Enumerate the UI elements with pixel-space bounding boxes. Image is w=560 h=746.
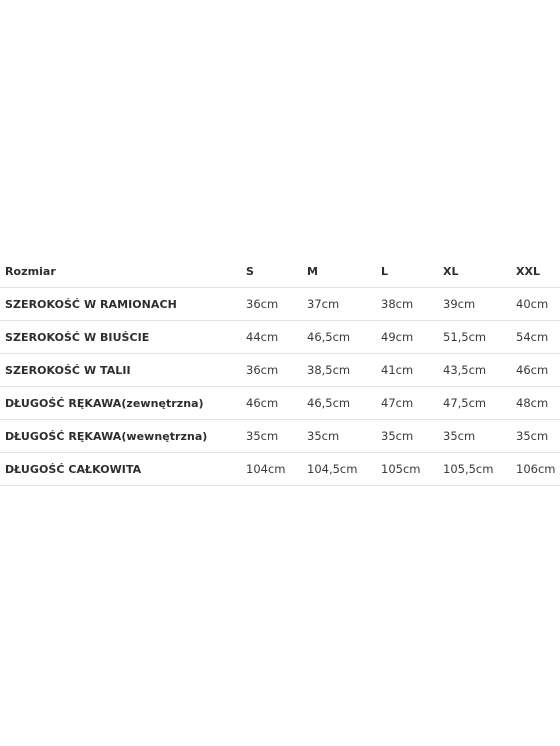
table-cell: 46cm bbox=[516, 363, 549, 377]
table-cell: 106cm bbox=[516, 462, 556, 476]
table-cell: 46cm bbox=[246, 396, 279, 410]
table-cell: 35cm bbox=[246, 429, 279, 443]
table-cell: 47cm bbox=[381, 396, 414, 410]
table-cell: 38cm bbox=[381, 297, 414, 311]
table-cell: 104cm bbox=[246, 462, 286, 476]
table-cell: 36cm bbox=[246, 363, 279, 377]
header-size-label: Rozmiar bbox=[5, 264, 56, 278]
table-row bbox=[0, 387, 560, 420]
table-cell: 40cm bbox=[516, 297, 549, 311]
table-cell: 47,5cm bbox=[443, 396, 487, 410]
header-size-m: M bbox=[307, 264, 318, 278]
row-label: SZEROKOŚĆ W BIUŚCIE bbox=[5, 330, 150, 344]
table-cell: 35cm bbox=[443, 429, 476, 443]
table-cell: 104,5cm bbox=[307, 462, 358, 476]
table-cell: 39cm bbox=[443, 297, 476, 311]
header-size-l: L bbox=[381, 264, 389, 278]
header-size-xxl: XXL bbox=[516, 264, 540, 278]
table-row bbox=[0, 420, 560, 453]
header-size-xl: XL bbox=[443, 264, 459, 278]
row-label: SZEROKOŚĆ W TALII bbox=[5, 363, 131, 377]
table-cell: 43,5cm bbox=[443, 363, 487, 377]
table-cell: 44cm bbox=[246, 330, 279, 344]
table-cell: 37cm bbox=[307, 297, 340, 311]
row-label: DŁUGOŚĆ CAŁKOWITA bbox=[5, 462, 142, 476]
row-label: DŁUGOŚĆ RĘKAWA(zewnętrzna) bbox=[5, 396, 204, 410]
table-row bbox=[0, 321, 560, 354]
table-cell: 46,5cm bbox=[307, 396, 351, 410]
table-cell: 35cm bbox=[381, 429, 414, 443]
table-cell: 36cm bbox=[246, 297, 279, 311]
table-cell: 35cm bbox=[307, 429, 340, 443]
table-cell: 54cm bbox=[516, 330, 549, 344]
table-cell: 38,5cm bbox=[307, 363, 351, 377]
row-label: SZEROKOŚĆ W RAMIONACH bbox=[5, 297, 177, 311]
header-size-s: S bbox=[246, 264, 254, 278]
table-cell: 46,5cm bbox=[307, 330, 351, 344]
table-cell: 49cm bbox=[381, 330, 414, 344]
table-row bbox=[0, 453, 560, 486]
table-cell: 48cm bbox=[516, 396, 549, 410]
row-label: DŁUGOŚĆ RĘKAWA(wewnętrzna) bbox=[5, 429, 208, 443]
table-cell: 105,5cm bbox=[443, 462, 494, 476]
size-chart-table bbox=[0, 255, 560, 486]
table-row bbox=[0, 354, 560, 387]
table-cell: 35cm bbox=[516, 429, 549, 443]
table-cell: 51,5cm bbox=[443, 330, 487, 344]
table-header-row bbox=[0, 255, 560, 288]
table-cell: 105cm bbox=[381, 462, 421, 476]
table-cell: 41cm bbox=[381, 363, 414, 377]
table-row bbox=[0, 288, 560, 321]
